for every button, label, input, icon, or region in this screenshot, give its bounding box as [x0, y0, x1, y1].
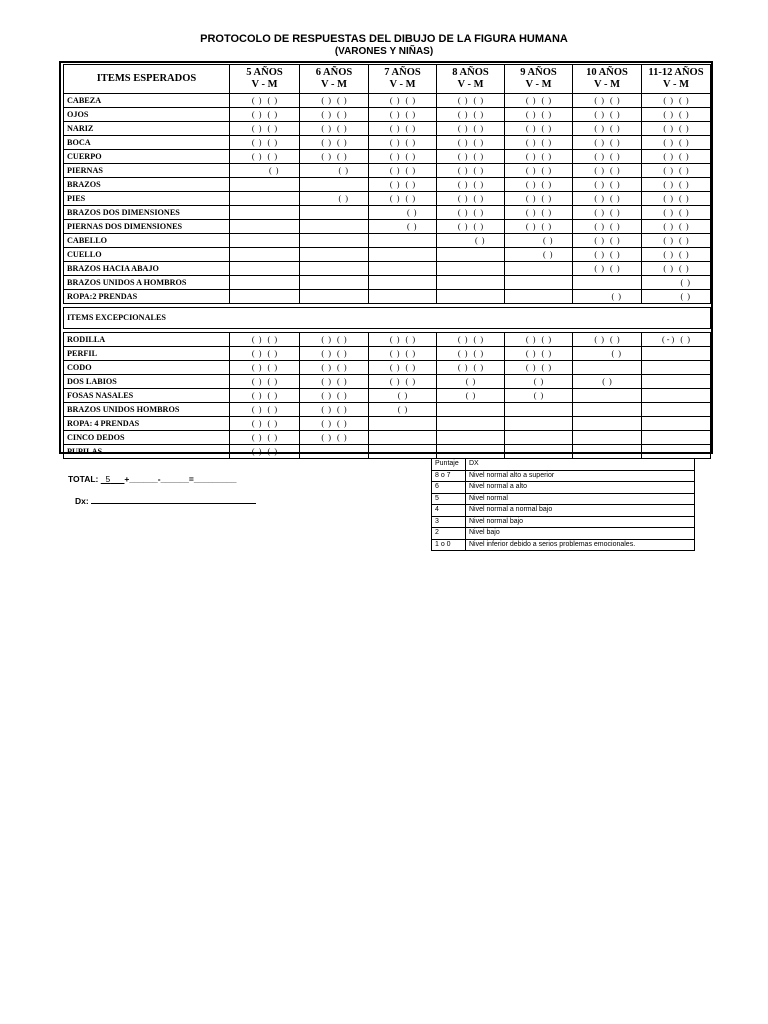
answer-cell[interactable]: ( ) ( ) — [369, 94, 437, 108]
table-row — [64, 150, 711, 164]
answer-cell[interactable]: ( ) — [642, 290, 711, 304]
table-row — [64, 403, 711, 417]
answer-cell[interactable]: ( ) ( ) — [573, 136, 642, 150]
answer-cell[interactable]: ( ) ( ) — [437, 94, 505, 108]
page-subtitle: (VARONES Y NIÑAS) — [334, 46, 434, 57]
age-label: 11-12 AÑOS — [648, 67, 704, 78]
score-header-row — [432, 459, 695, 471]
answer-cell[interactable] — [437, 276, 505, 290]
vm-label: V - M — [457, 79, 484, 90]
score-header-puntaje: Puntaje — [432, 459, 466, 471]
score-row — [432, 528, 695, 540]
vm-label: V - M — [593, 79, 621, 90]
exceptional-label: ITEMS EXCEPCIONALES — [64, 308, 711, 329]
answer-cell[interactable] — [505, 276, 573, 290]
answer-cell[interactable] — [230, 262, 300, 276]
answer-cell[interactable]: ( ) ( ) — [437, 220, 505, 234]
answer-cell[interactable]: ( ) ( ) — [642, 248, 711, 262]
item-label: BRAZOS UNIDOS HOMBROS — [64, 403, 230, 417]
total-value[interactable]: 5___ — [105, 474, 125, 484]
answer-cell[interactable] — [642, 403, 711, 417]
answer-cell[interactable]: ( ) ( ) — [505, 164, 573, 178]
answer-cell[interactable] — [369, 276, 437, 290]
answer-cell[interactable]: ( ) ( ) — [300, 122, 369, 136]
answer-cell[interactable] — [642, 361, 711, 375]
answer-cell[interactable]: ( ) ( ) — [300, 389, 369, 403]
answer-cell[interactable] — [505, 445, 573, 459]
answer-cell[interactable]: ( ) — [300, 164, 369, 178]
table-row — [64, 347, 711, 361]
answer-cell[interactable]: ( ) ( ) — [573, 150, 642, 164]
answer-cell[interactable]: ( ) ( ) — [505, 178, 573, 192]
answer-cell[interactable] — [300, 234, 369, 248]
answer-cell[interactable] — [369, 431, 437, 445]
answer-cell[interactable] — [300, 262, 369, 276]
answer-cell[interactable]: ( ) ( ) — [300, 347, 369, 361]
answer-cell[interactable] — [642, 445, 711, 459]
answer-cell[interactable]: ( ) ( ) — [642, 150, 711, 164]
score-value: 3 — [432, 516, 466, 528]
answer-cell[interactable] — [230, 234, 300, 248]
answer-cell[interactable]: ( ) ( ) — [573, 108, 642, 122]
answer-cell[interactable] — [642, 389, 711, 403]
answer-cell[interactable]: ( ) — [505, 234, 573, 248]
answer-cell[interactable]: ( ) ( ) — [230, 136, 300, 150]
page-title: PROTOCOLO DE RESPUESTAS DEL DIBUJO DE LA FIGURA HUMANA — [200, 33, 568, 45]
answer-cell[interactable]: ( ) ( ) — [300, 108, 369, 122]
item-label: FOSAS NASALES — [64, 389, 230, 403]
score-dx: Nivel normal alto a superior — [466, 470, 695, 482]
score-row — [432, 516, 695, 528]
answer-cell[interactable]: ( ) ( ) — [642, 178, 711, 192]
answer-cell[interactable] — [300, 445, 369, 459]
answer-cell[interactable]: ( ) — [369, 206, 437, 220]
table-row — [64, 389, 711, 403]
table-row — [64, 108, 711, 122]
answer-cell[interactable] — [230, 290, 300, 304]
age-label: 5 AÑOS — [246, 67, 283, 78]
answer-cell[interactable] — [437, 248, 505, 262]
item-label: PIERNAS — [64, 164, 230, 178]
dx-label: Dx: — [75, 496, 89, 506]
answer-cell[interactable] — [369, 417, 437, 431]
answer-cell[interactable]: ( ) ( ) — [505, 150, 573, 164]
answer-cell[interactable]: ( ) ( ) — [573, 94, 642, 108]
answer-cell[interactable] — [230, 178, 300, 192]
answer-cell[interactable]: ( ) ( ) — [573, 206, 642, 220]
answer-cell[interactable]: ( ) ( ) — [230, 417, 300, 431]
age-header — [369, 65, 437, 94]
answer-cell[interactable] — [300, 206, 369, 220]
item-label: CODO — [64, 361, 230, 375]
answer-cell[interactable]: ( ) — [573, 375, 642, 389]
score-value: 1 o 0 — [432, 539, 466, 551]
answer-cell[interactable]: ( ) — [369, 403, 437, 417]
item-label: ROPA:2 PRENDAS — [64, 290, 230, 304]
answer-cell[interactable]: ( ) ( ) — [437, 150, 505, 164]
table-row — [64, 417, 711, 431]
answer-cell[interactable] — [573, 361, 642, 375]
answer-cell[interactable]: ( ) ( ) — [642, 192, 711, 206]
vm-label: V - M — [662, 79, 690, 90]
score-value: 6 — [432, 482, 466, 494]
answer-cell[interactable] — [437, 445, 505, 459]
answer-cell[interactable]: ( ) — [505, 389, 573, 403]
item-label: CINCO DEDOS — [64, 431, 230, 445]
vm-label: V - M — [320, 79, 348, 90]
answer-cell[interactable]: ( ) ( ) — [573, 262, 642, 276]
table-row — [64, 361, 711, 375]
answer-cell[interactable]: ( ) ( ) — [230, 122, 300, 136]
answer-cell[interactable]: ( ) ( ) — [369, 375, 437, 389]
age-label: 10 AÑOS — [586, 67, 628, 78]
header-row — [64, 65, 711, 94]
answer-cell[interactable]: ( ) ( ) — [369, 192, 437, 206]
table-row — [64, 164, 711, 178]
answer-cell[interactable]: ( ) ( ) — [642, 206, 711, 220]
age-label: 6 AÑOS — [315, 67, 353, 78]
answer-cell[interactable]: ( ) ( ) — [505, 94, 573, 108]
answer-cell[interactable] — [437, 290, 505, 304]
score-row — [432, 505, 695, 517]
answer-cell[interactable]: ( ) ( ) — [437, 347, 505, 361]
answer-cell[interactable] — [300, 290, 369, 304]
answer-cell[interactable] — [230, 206, 300, 220]
item-label: BRAZOS HACIA ABAJO — [64, 262, 230, 276]
answer-cell[interactable]: ( ) ( ) — [642, 136, 711, 150]
answer-cell[interactable]: ( ) — [573, 347, 642, 361]
age-label: 8 AÑOS — [452, 67, 489, 78]
table-row — [64, 178, 711, 192]
answer-cell[interactable] — [573, 276, 642, 290]
answer-cell[interactable]: ( ) ( ) — [437, 164, 505, 178]
answer-cell[interactable] — [573, 403, 642, 417]
answer-cell[interactable]: ( ) ( ) — [300, 136, 369, 150]
answer-cell[interactable]: ( ) ( ) — [505, 333, 573, 347]
vm-label: V - M — [389, 79, 416, 90]
table-row — [64, 445, 711, 459]
answer-cell[interactable]: ( ) ( ) — [437, 178, 505, 192]
answer-cell[interactable] — [300, 220, 369, 234]
table-row — [64, 276, 711, 290]
score-dx: Nivel normal bajo — [466, 516, 695, 528]
item-label: CUERPO — [64, 150, 230, 164]
age-header — [573, 65, 642, 94]
item-label: PUPILAS — [64, 445, 230, 459]
answer-cell[interactable]: ( ) ( ) — [642, 220, 711, 234]
age-header — [230, 65, 300, 94]
score-dx: Nivel normal a normal bajo — [466, 505, 695, 517]
answer-cell[interactable]: ( ) ( ) — [642, 262, 711, 276]
age-header — [505, 65, 573, 94]
age-label: 9 AÑOS — [520, 67, 557, 78]
answer-cell[interactable]: ( ) ( ) — [230, 150, 300, 164]
score-table — [431, 458, 695, 551]
age-label: 7 AÑOS — [384, 67, 421, 78]
score-row — [432, 482, 695, 494]
age-header — [642, 65, 711, 94]
answer-cell[interactable]: ( ) ( ) — [369, 178, 437, 192]
answer-cell[interactable]: ( ) ( ) — [230, 94, 300, 108]
table-row — [64, 122, 711, 136]
table-row — [64, 333, 711, 347]
answer-cell[interactable] — [505, 262, 573, 276]
item-label: BOCA — [64, 136, 230, 150]
answer-cell[interactable]: ( ) ( ) — [573, 192, 642, 206]
item-label: CABELLO — [64, 234, 230, 248]
item-label: PIERNAS DOS DIMENSIONES — [64, 220, 230, 234]
answer-cell[interactable]: ( ) ( ) — [369, 164, 437, 178]
answer-cell[interactable]: ( ) ( ) — [505, 122, 573, 136]
table-row — [64, 262, 711, 276]
answer-cell[interactable]: ( ) ( ) — [642, 164, 711, 178]
answer-cell[interactable] — [437, 262, 505, 276]
item-label: DOS LABIOS — [64, 375, 230, 389]
answer-cell[interactable] — [369, 234, 437, 248]
answer-cell[interactable] — [230, 276, 300, 290]
total-value-text: 5 — [105, 474, 111, 484]
answer-cell[interactable]: ( ) — [230, 164, 300, 178]
answer-cell[interactable]: ( ) ( ) — [505, 361, 573, 375]
answer-cell[interactable] — [505, 403, 573, 417]
answer-cell[interactable] — [369, 248, 437, 262]
answer-cell[interactable]: ( ) ( ) — [230, 375, 300, 389]
table-row — [64, 136, 711, 150]
answer-cell[interactable]: ( ) ( ) — [573, 164, 642, 178]
answer-cell[interactable]: ( ) — [369, 220, 437, 234]
item-label: NARIZ — [64, 122, 230, 136]
answer-cell[interactable]: ( ) ( ) — [369, 347, 437, 361]
table-row — [64, 375, 711, 389]
answer-cell[interactable] — [642, 431, 711, 445]
score-value: 4 — [432, 505, 466, 517]
answer-cell[interactable] — [369, 290, 437, 304]
answer-cell[interactable]: ( ) ( ) — [230, 431, 300, 445]
answer-cell[interactable]: ( ) ( ) — [369, 136, 437, 150]
vm-label: V - M — [525, 79, 552, 90]
table-row — [64, 431, 711, 445]
answer-cell[interactable] — [642, 417, 711, 431]
answer-cell[interactable] — [505, 290, 573, 304]
item-label: BRAZOS — [64, 178, 230, 192]
answer-cell[interactable]: ( ) ( ) — [505, 192, 573, 206]
item-label: ROPA: 4 PRENDAS — [64, 417, 230, 431]
answer-cell[interactable] — [230, 220, 300, 234]
answer-cell[interactable]: ( ) ( ) — [300, 150, 369, 164]
answer-cell[interactable]: ( ) ( ) — [369, 122, 437, 136]
answer-cell[interactable]: ( ) ( ) — [642, 234, 711, 248]
score-dx: Nivel normal a alto — [466, 482, 695, 494]
answer-cell[interactable]: ( ) ( ) — [300, 431, 369, 445]
answer-cell[interactable] — [505, 431, 573, 445]
score-value: 2 — [432, 528, 466, 540]
score-row — [432, 493, 695, 505]
answer-cell[interactable] — [369, 262, 437, 276]
item-label: RODILLA — [64, 333, 230, 347]
score-value: 8 o 7 — [432, 470, 466, 482]
answer-cell[interactable]: ( ) ( ) — [573, 333, 642, 347]
answer-cell[interactable]: ( ) ( ) — [437, 192, 505, 206]
answer-cell[interactable]: ( ) — [642, 276, 711, 290]
answer-cell[interactable]: ( ) ( ) — [505, 108, 573, 122]
answer-cell[interactable]: ( ) ( ) — [300, 94, 369, 108]
answer-cell[interactable]: ( ) ( ) — [300, 333, 369, 347]
answer-cell[interactable]: ( ) ( ) — [300, 417, 369, 431]
item-label: PERFIL — [64, 347, 230, 361]
item-label: OJOS — [64, 108, 230, 122]
answer-cell[interactable]: ( ) ( ) — [230, 389, 300, 403]
vm-label: V - M — [251, 79, 278, 90]
answer-cell[interactable]: ( - ) ( ) — [642, 333, 711, 347]
answer-cell[interactable]: ( ) — [369, 389, 437, 403]
total-rest[interactable]: +______-______=_________ — [124, 474, 237, 484]
score-dx: Nivel normal — [466, 493, 695, 505]
answer-cell[interactable]: ( ) ( ) — [437, 361, 505, 375]
answer-cell[interactable] — [369, 445, 437, 459]
answer-cell[interactable] — [300, 276, 369, 290]
score-row — [432, 470, 695, 482]
table-row — [64, 234, 711, 248]
protocol-table — [63, 64, 711, 459]
answer-cell[interactable]: ( ) ( ) — [573, 122, 642, 136]
answer-cell[interactable]: ( ) ( ) — [505, 220, 573, 234]
answer-cell[interactable]: ( ) ( ) — [369, 333, 437, 347]
answer-cell[interactable]: ( ) ( ) — [573, 248, 642, 262]
item-label: BRAZOS UNIDOS A HOMBROS — [64, 276, 230, 290]
answer-cell[interactable] — [437, 431, 505, 445]
answer-cell[interactable]: ( ) ( ) — [437, 122, 505, 136]
answer-cell[interactable] — [642, 347, 711, 361]
answer-cell[interactable] — [573, 417, 642, 431]
total-line — [68, 474, 236, 484]
answer-cell[interactable]: ( ) ( ) — [230, 445, 300, 459]
answer-cell[interactable]: ( ) — [573, 290, 642, 304]
answer-cell[interactable]: ( ) ( ) — [300, 403, 369, 417]
table-row — [64, 248, 711, 262]
answer-cell[interactable]: ( ) ( ) — [642, 108, 711, 122]
answer-cell[interactable]: ( ) — [437, 389, 505, 403]
item-label: BRAZOS DOS DIMENSIONES — [64, 206, 230, 220]
answer-cell[interactable]: ( ) ( ) — [437, 206, 505, 220]
answer-cell[interactable]: ( ) ( ) — [437, 108, 505, 122]
score-header-dx: DX — [466, 459, 695, 471]
answer-cell[interactable] — [573, 389, 642, 403]
dx-line — [75, 494, 256, 506]
table-row — [64, 94, 711, 108]
total-label: TOTAL: — [68, 474, 99, 484]
answer-cell[interactable] — [573, 431, 642, 445]
answer-cell[interactable] — [300, 248, 369, 262]
answer-cell[interactable] — [437, 403, 505, 417]
answer-cell[interactable]: ( ) ( ) — [369, 361, 437, 375]
answer-cell[interactable]: ( ) ( ) — [573, 220, 642, 234]
table-row — [64, 192, 711, 206]
answer-cell[interactable]: ( ) ( ) — [437, 333, 505, 347]
answer-cell[interactable]: ( ) — [505, 375, 573, 389]
answer-cell[interactable]: ( ) ( ) — [230, 361, 300, 375]
score-dx: Nivel inferior debido a serios problemas emocionales. — [466, 539, 695, 551]
table-row — [64, 220, 711, 234]
age-header — [437, 65, 505, 94]
answer-cell[interactable] — [505, 417, 573, 431]
score-row — [432, 539, 695, 551]
answer-cell[interactable]: ( ) ( ) — [230, 347, 300, 361]
answer-cell[interactable]: ( ) — [300, 192, 369, 206]
dx-input[interactable] — [91, 494, 256, 504]
answer-cell[interactable]: ( ) ( ) — [505, 206, 573, 220]
table-row — [64, 206, 711, 220]
table-row — [64, 290, 711, 304]
answer-cell[interactable]: ( ) ( ) — [300, 361, 369, 375]
item-label: CABEZA — [64, 94, 230, 108]
answer-cell[interactable]: ( ) ( ) — [230, 403, 300, 417]
score-value: 5 — [432, 493, 466, 505]
answer-cell[interactable] — [573, 445, 642, 459]
item-label: PIES — [64, 192, 230, 206]
answer-cell[interactable]: ( ) — [505, 248, 573, 262]
answer-cell[interactable] — [230, 192, 300, 206]
answer-cell[interactable]: ( ) ( ) — [369, 150, 437, 164]
answer-cell[interactable] — [642, 375, 711, 389]
answer-cell[interactable]: ( ) ( ) — [437, 136, 505, 150]
items-header: ITEMS ESPERADOS — [64, 65, 230, 94]
answer-cell[interactable] — [230, 248, 300, 262]
answer-cell[interactable]: ( ) ( ) — [573, 234, 642, 248]
section-header — [64, 308, 711, 329]
answer-cell[interactable]: ( ) ( ) — [369, 108, 437, 122]
answer-cell[interactable]: ( ) ( ) — [505, 136, 573, 150]
answer-cell[interactable]: ( ) — [437, 375, 505, 389]
answer-cell[interactable]: ( ) — [437, 234, 505, 248]
answer-cell[interactable] — [300, 178, 369, 192]
item-label: CUELLO — [64, 248, 230, 262]
answer-cell[interactable]: ( ) ( ) — [300, 375, 369, 389]
age-header — [300, 65, 369, 94]
answer-cell[interactable]: ( ) ( ) — [505, 347, 573, 361]
score-dx: Nivel bajo — [466, 528, 695, 540]
answer-cell[interactable]: ( ) ( ) — [230, 108, 300, 122]
answer-cell[interactable]: ( ) ( ) — [642, 94, 711, 108]
answer-cell[interactable]: ( ) ( ) — [230, 333, 300, 347]
answer-cell[interactable]: ( ) ( ) — [573, 178, 642, 192]
answer-cell[interactable] — [437, 417, 505, 431]
answer-cell[interactable]: ( ) ( ) — [642, 122, 711, 136]
